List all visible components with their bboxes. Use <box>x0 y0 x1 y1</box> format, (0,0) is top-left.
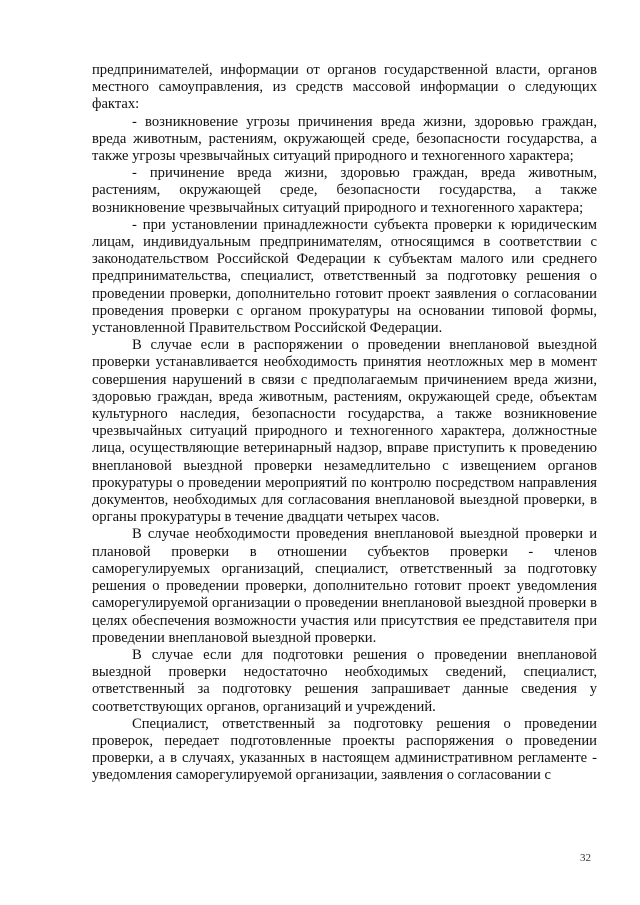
page-number: 32 <box>580 852 591 864</box>
document-page <box>92 62 597 785</box>
paragraph-specialist-transfers: Специалист, ответственный за подготовку решения о проведении проверок, передает подготовленные проекты распоряжения о проведении проверки, а в случаях, указанных в настоящем административном регламенте - уведомления саморегулируемой организации, заявления о согласовании с <box>92 715 597 784</box>
list-item-small-business: - при установлении принадлежности субъекта проверки к юридическим лицам, индивидуальным предпринимателям, относящимся в соответствии с законодательством Российской Федерации к субъектам малого или среднего предпринимательства, специалист, ответственный за подготовку решения о проведении проверки, дополнительно готовит проект заявления о согласовании проведения проверки с органом прокуратуры на основании типовой формы, установленной Правительством Российской Федерации. <box>92 216 597 337</box>
paragraph-urgent-measures: В случае если в распоряжении о проведении внеплановой выездной проверки устанавливается необходимость принятия неотложных мер в момент совершения нарушений в связи с предполагаемым причинением вреда жизни, здоровью граждан, вреда животным, растениям, окружающей среде, объектам культурного наследия, безопасности государства, а также возникновение чрезвычайных ситуаций природного и техногенного характера, должностные лица, осуществляющие ветеринарный надзор, вправе приступить к проведению внеплановой выездной проверки незамедлительно с извещением органов прокуратуры о проведении мероприятий по контролю посредством направления документов, необходимых для согласования внеплановой выездной проверки, в органы прокуратуры в течение двадцати четырех часов. <box>92 337 597 526</box>
paragraph-continuation: предпринимателей, информации от органов государственной власти, органов местного самоуправления, из средств массовой информации о следующих фактах: <box>92 62 597 113</box>
list-item-threat: - возникновение угрозы причинения вреда жизни, здоровью граждан, вреда животным, растениям, окружающей среде, безопасности государства, а также угрозы чрезвычайных ситуаций природного и техногенного характера; <box>92 113 597 165</box>
paragraph-insufficient-info: В случае если для подготовки решения о проведении внеплановой выездной проверки недостаточно необходимых сведений, специалист, ответственный за подготовку решения запрашивает данные сведения у соответствующих органов, организаций и учреждений. <box>92 646 597 715</box>
list-item-harm: - причинение вреда жизни, здоровью граждан, вреда животным, растениям, окружающей среде, безопасности государства, а также возникновение чрезвычайных ситуаций природного и техногенного характера; <box>92 165 597 216</box>
paragraph-self-regulatory: В случае необходимости проведения внеплановой выездной проверки и плановой проверки в отношении субъектов проверки - членов саморегулируемых организаций, специалист, ответственный за подготовку решения о проведении проверки, дополнительно готовит проект уведомления саморегулируемой организации о проведении внеплановой выездной проверки в целях обеспечения возможности участия или присутствия ее представителя при проведении внеплановой выездной проверки. <box>92 526 597 646</box>
